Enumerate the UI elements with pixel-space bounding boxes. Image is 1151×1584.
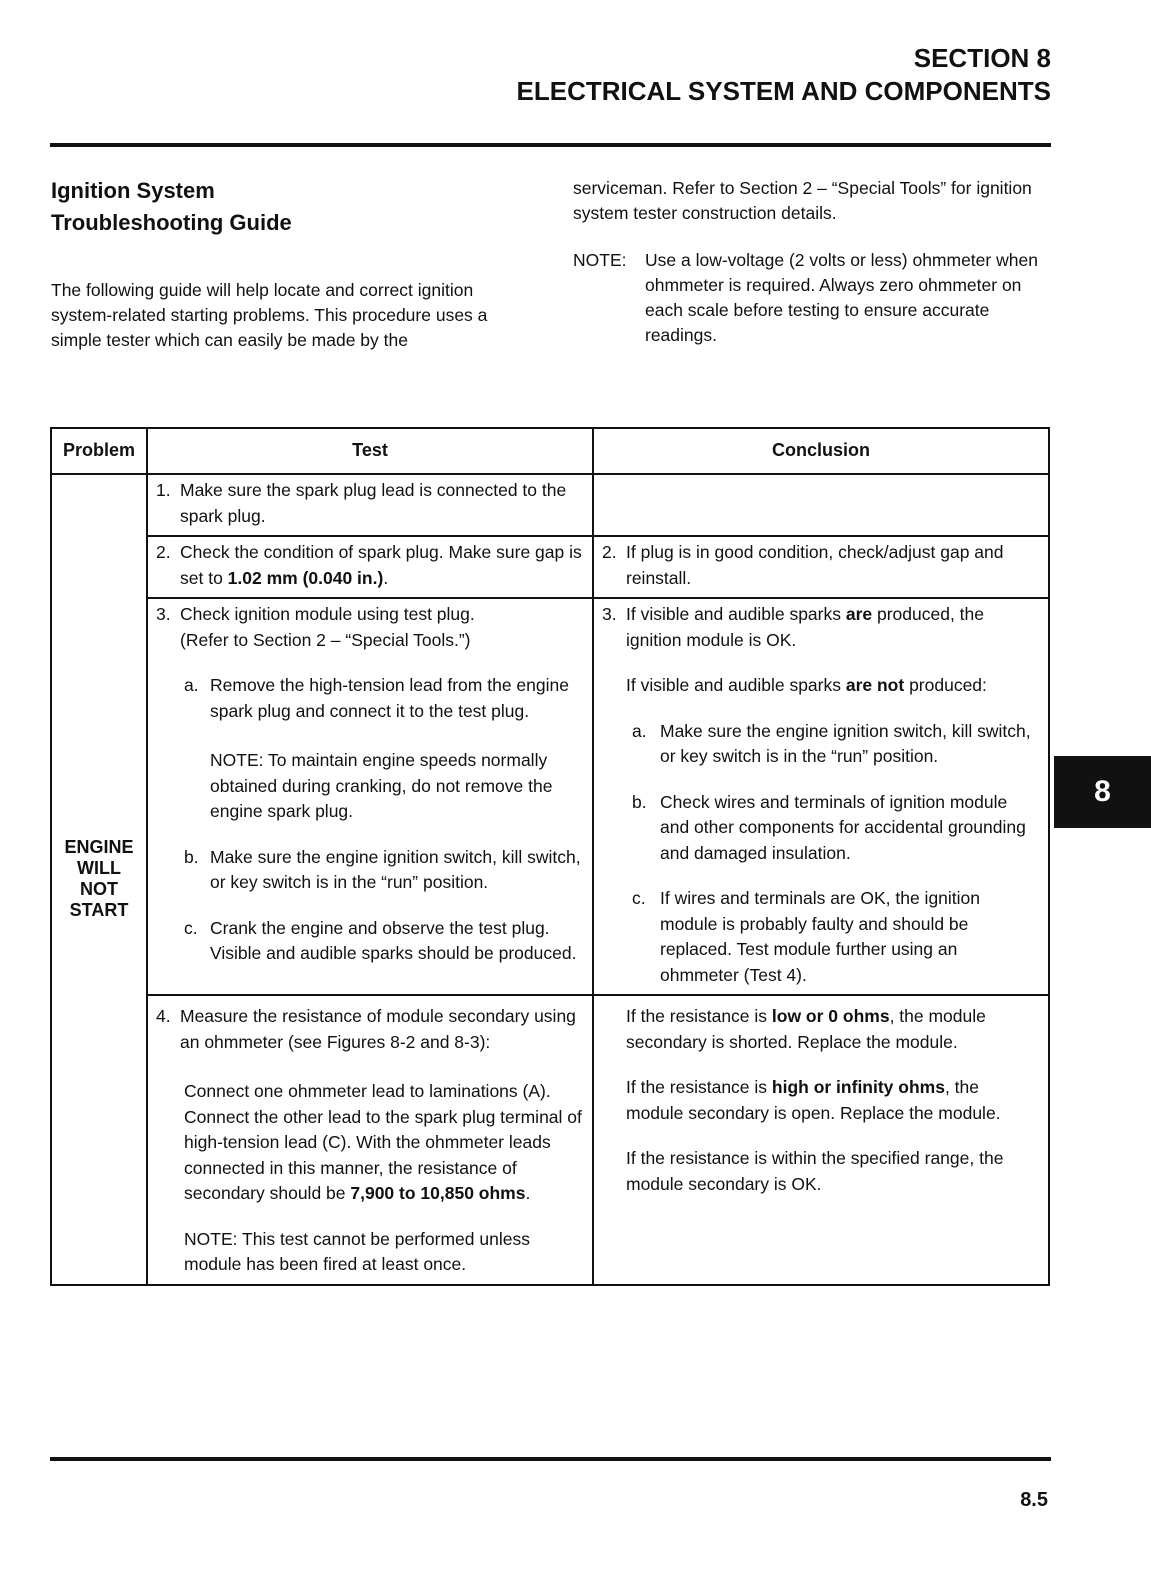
note-text: Use a low-voltage (2 volts or less) ohmmeter when ohmmeter is required. Always zero ohmmeter on each scale before testing to ensure accurate readings. — [645, 250, 1038, 345]
substep-b: b. Make sure the engine ignition switch, kill switch, or key switch is in the “run” position. — [184, 846, 581, 892]
conclusion-ok: If the resistance is within the specified range, the module secondary is OK. — [626, 1148, 1004, 1194]
intro-paragraph: The following guide will help locate and correct ignition system-related starting problems. This procedure uses a simple tester which can easily be made by the — [51, 280, 488, 350]
conclusion-number: 2. — [602, 542, 617, 562]
conclusion-cell-4 — [593, 995, 1049, 1285]
note-label: NOTE: — [573, 250, 627, 270]
conclusion-substep-b: b. Check wires and terminals of ignition module and other components for accidental grounding and damaged insulation. — [632, 791, 1026, 863]
step-number: 4. — [156, 1006, 171, 1026]
top-rule — [50, 143, 1051, 147]
substep-a-note: NOTE: To maintain engine speeds normally obtained during cranking, do not remove the engine spark plug. — [210, 750, 553, 821]
guide-heading-line2: Troubleshooting Guide — [51, 210, 292, 235]
step-number: 2. — [156, 542, 171, 562]
step-text: Check ignition module using test plug. (Refer to Section 2 – “Special Tools.”) — [180, 604, 475, 650]
page-number: 8.5 — [1020, 1489, 1048, 1511]
conclusion-not-produced: If visible and audible sparks are not produced: — [626, 675, 987, 695]
conclusion-cell-3 — [593, 598, 1049, 995]
conclusion-text: If plug is in good condition, check/adjust gap and reinstall. — [626, 542, 1004, 588]
step-text: Measure the resistance of module secondary using an ohmmeter (see Figures 8-2 and 8-3): — [180, 1006, 576, 1052]
bottom-rule — [50, 1457, 1051, 1461]
conclusion-text: If visible and audible sparks are produced, the ignition module is OK. — [626, 604, 985, 650]
resistance-spec: 7,900 to 10,850 ohms — [350, 1183, 526, 1203]
section-number: SECTION 8 — [913, 43, 1051, 73]
test-cell-1 — [147, 474, 593, 536]
intro-paragraph-continued: serviceman. Refer to Section 2 – “Special Tools” for ignition system tester construction details. — [573, 178, 1032, 223]
section-header — [517, 42, 1051, 108]
test-cell-3 — [147, 598, 593, 995]
step-number: 1. — [156, 480, 171, 500]
problem-cell — [51, 474, 147, 1285]
test-cell-4 — [147, 995, 593, 1285]
section-tab: 8 — [1054, 756, 1151, 828]
step-number: 3. — [156, 604, 171, 624]
conclusion-shorted: If the resistance is low or 0 ohms, the module secondary is shorted. Replace the module. — [626, 1006, 986, 1052]
substep-c: c. Crank the engine and observe the test plug. Visible and audible sparks should be produced. — [184, 917, 577, 963]
step-text: Make sure the spark plug lead is connected to the spark plug. — [180, 480, 567, 526]
test-cell-2 — [147, 536, 593, 598]
header-test: Test — [147, 428, 593, 474]
conclusion-cell-2 — [593, 536, 1049, 598]
conclusion-cell-1 — [593, 474, 1049, 536]
conclusion-substep-a: a. Make sure the engine ignition switch, kill switch, or key switch is in the “run” position. — [632, 720, 1031, 766]
table-row — [51, 536, 1049, 598]
conclusion-substep-c: c. If wires and terminals are OK, the ignition module is probably faulty and should be replaced. Test module further using an ohmmeter (Test 4). — [632, 888, 981, 985]
header-problem: Problem — [51, 428, 147, 474]
problem-text: ENGINE WILL NOT START — [64, 837, 134, 921]
intro-right-column — [573, 176, 1051, 348]
troubleshooting-table — [50, 427, 1050, 1286]
table-row — [51, 474, 1049, 536]
gap-spec: 1.02 mm (0.040 in.) — [227, 567, 384, 588]
table-row — [51, 598, 1049, 995]
table-row — [51, 995, 1049, 1285]
step-text: Check the condition of spark plug. Make sure gap is set to 1.02 mm (0.040 in.). — [180, 542, 582, 588]
connect-instructions: Connect one ohmmeter lead to laminations (A). Connect the other lead to the spark plug terminal of high-tension lead (C). With the ohmmeter leads connected in this manner, the resistance of secondary should be 7,900 to 10,850 ohms. — [184, 1081, 582, 1203]
conclusion-number: 3. — [602, 604, 617, 624]
substep-a: a. Remove the high-tension lead from the engine spark plug and connect it to the test plug. — [184, 675, 569, 721]
ohmmeter-note — [573, 248, 1051, 348]
section-title: ELECTRICAL SYSTEM AND COMPONENTS — [516, 76, 1051, 106]
header-conclusion: Conclusion — [593, 428, 1049, 474]
conclusion-open: If the resistance is high or infinity ohms, the module secondary is open. Replace the module. — [626, 1077, 1001, 1123]
table-header-row — [51, 428, 1049, 474]
guide-heading — [51, 175, 531, 239]
guide-heading-line1: Ignition System — [51, 178, 215, 203]
step-4-note: NOTE: This test cannot be performed unless module has been fired at least once. — [184, 1228, 530, 1274]
intro-left-column — [51, 175, 531, 353]
